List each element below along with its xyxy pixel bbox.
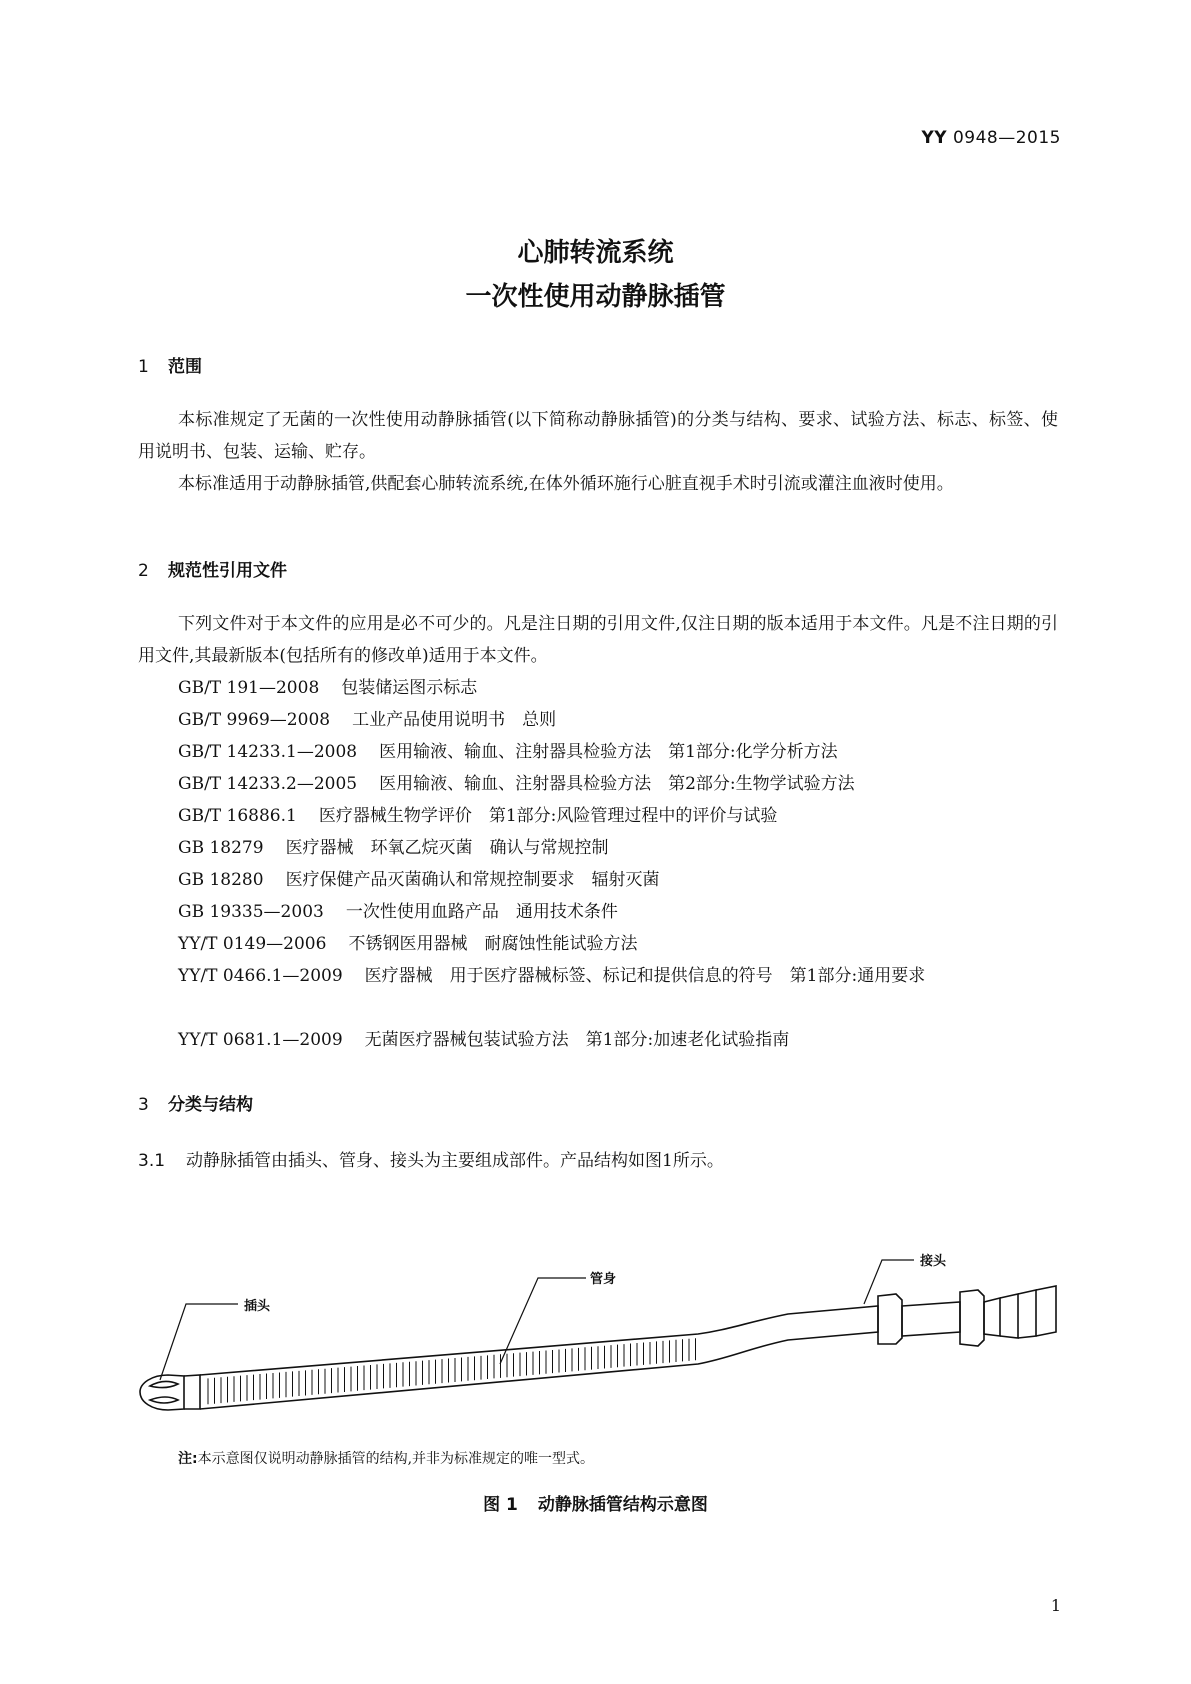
connector-barb — [1000, 1294, 1018, 1338]
reference-title: 医用输液、输血、注射器具检验方法 第2部分:生物学试验方法 — [379, 774, 855, 794]
connector-nut — [878, 1294, 902, 1344]
reference-item — [178, 864, 660, 896]
subsection-number: 3.1 — [138, 1151, 166, 1171]
reference-title: 医用输液、输血、注射器具检验方法 第1部分:化学分析方法 — [379, 742, 838, 762]
note-prefix: 注: — [178, 1451, 198, 1467]
tip-opening — [150, 1381, 178, 1387]
reference-code: YY/T 0466.1—2009 — [178, 966, 343, 986]
reference-title: 一次性使用血路产品 通用技术条件 — [345, 902, 618, 922]
cannula-figure — [138, 1240, 1058, 1430]
reference-item — [178, 928, 637, 960]
connector-barb — [984, 1298, 1000, 1336]
reference-item — [178, 672, 477, 704]
label-connector: 接头 — [920, 1254, 947, 1269]
section1-paragraph2: 本标准适用于动静脉插管,供配套心肺转流系统,在体外循环施行心脏直视手术时引流或灌注血液时使用。 — [178, 474, 954, 494]
subsection-text: 动静脉插管由插头、管身、接头为主要组成部件。产品结构如图1所示。 — [186, 1151, 724, 1171]
figure-caption — [0, 1490, 1191, 1515]
section2-intro: 下列文件对于本文件的应用是必不可少的。凡是注日期的引用文件,仅注日期的版本适用于本文件。凡是不注日期的引用文件,其最新版本(包括所有的修改单)适用于本文件。 — [138, 614, 1058, 666]
reference-code: YY/T 0149—2006 — [178, 934, 327, 954]
reference-title: 医疗器械 环氧乙烷灭菌 确认与常规控制 — [285, 838, 609, 858]
section1-title: 范围 — [168, 357, 202, 377]
reference-title: 医疗保健产品灭菌确认和常规控制要求 辐射灭菌 — [285, 870, 660, 890]
reference-title: 工业产品使用说明书 总则 — [352, 710, 557, 730]
reference-title: 医疗器械生物学评价 第1部分:风险管理过程中的评价与试验 — [318, 806, 778, 826]
reference-code: GB/T 9969—2008 — [178, 710, 331, 730]
title-line1: 心肺转流系统 — [517, 238, 674, 268]
connector-barb — [1036, 1286, 1056, 1336]
reference-item — [178, 832, 609, 864]
reference-code: GB/T 191—2008 — [178, 678, 320, 698]
section2-number: 2 — [138, 561, 149, 581]
leader-line-connector — [864, 1260, 914, 1304]
reference-code: YY/T 0681.1—2009 — [178, 1030, 343, 1050]
reference-title: 包装储运图示标志 — [341, 678, 478, 698]
reference-code: GB 18280 — [178, 870, 264, 890]
section1-heading — [138, 352, 202, 377]
title-line2: 一次性使用动静脉插管 — [465, 282, 726, 312]
caption-number: 图 1 — [483, 1495, 518, 1515]
page-number: 1 — [1050, 1596, 1061, 1615]
leader-line-body — [500, 1278, 586, 1364]
section1-number: 1 — [138, 357, 149, 377]
reference-item — [178, 896, 618, 928]
reference-item — [178, 704, 556, 736]
standard-code — [921, 128, 1061, 148]
section2-title: 规范性引用文件 — [168, 561, 287, 581]
section3-title: 分类与结构 — [168, 1095, 253, 1115]
reference-item — [138, 960, 1058, 992]
section3-heading — [138, 1090, 253, 1115]
reference-item — [178, 768, 855, 800]
section1-paragraph1: 本标准规定了无菌的一次性使用动静脉插管(以下简称动静脉插管)的分类与结构、要求、试验方法、标志、标签、使用说明书、包装、运输、贮存。 — [138, 410, 1058, 462]
reference-code: GB 18279 — [178, 838, 264, 858]
label-tip: 插头 — [244, 1299, 271, 1314]
tip-outline — [140, 1375, 184, 1410]
reference-code: GB/T 14233.2—2005 — [178, 774, 358, 794]
section2-heading — [138, 556, 287, 581]
connector-barb — [1018, 1290, 1036, 1338]
caption-text: 动静脉插管结构示意图 — [537, 1495, 708, 1515]
tip-collar — [184, 1375, 200, 1409]
note-text: 本示意图仅说明动静脉插管的结构,并非为标准规定的唯一型式。 — [197, 1451, 595, 1467]
reference-title: 不锈钢医用器械 耐腐蚀性能试验方法 — [348, 934, 638, 954]
standard-prefix: YY — [921, 128, 948, 148]
label-body: 管身 — [590, 1272, 617, 1287]
connector-sleeve — [902, 1302, 960, 1336]
leader-line-tip — [160, 1304, 238, 1380]
subsection-3-1 — [138, 1146, 724, 1171]
section3-number: 3 — [138, 1095, 149, 1115]
reference-code: GB 19335—2003 — [178, 902, 324, 922]
reference-item — [178, 800, 777, 832]
reference-title: 医疗器械 用于医疗器械标签、标记和提供信息的符号 第1部分:通用要求 — [364, 966, 926, 986]
tip-opening — [150, 1397, 178, 1403]
standard-number: 0948—2015 — [952, 128, 1061, 148]
reference-code: GB/T 16886.1 — [178, 806, 297, 826]
reference-item — [178, 736, 838, 768]
connector-nut — [960, 1290, 984, 1346]
reference-code: GB/T 14233.1—2008 — [178, 742, 358, 762]
reference-title: 无菌医疗器械包装试验方法 第1部分:加速老化试验指南 — [364, 1030, 790, 1050]
reference-item — [178, 1024, 789, 1056]
figure-note — [178, 1448, 594, 1468]
